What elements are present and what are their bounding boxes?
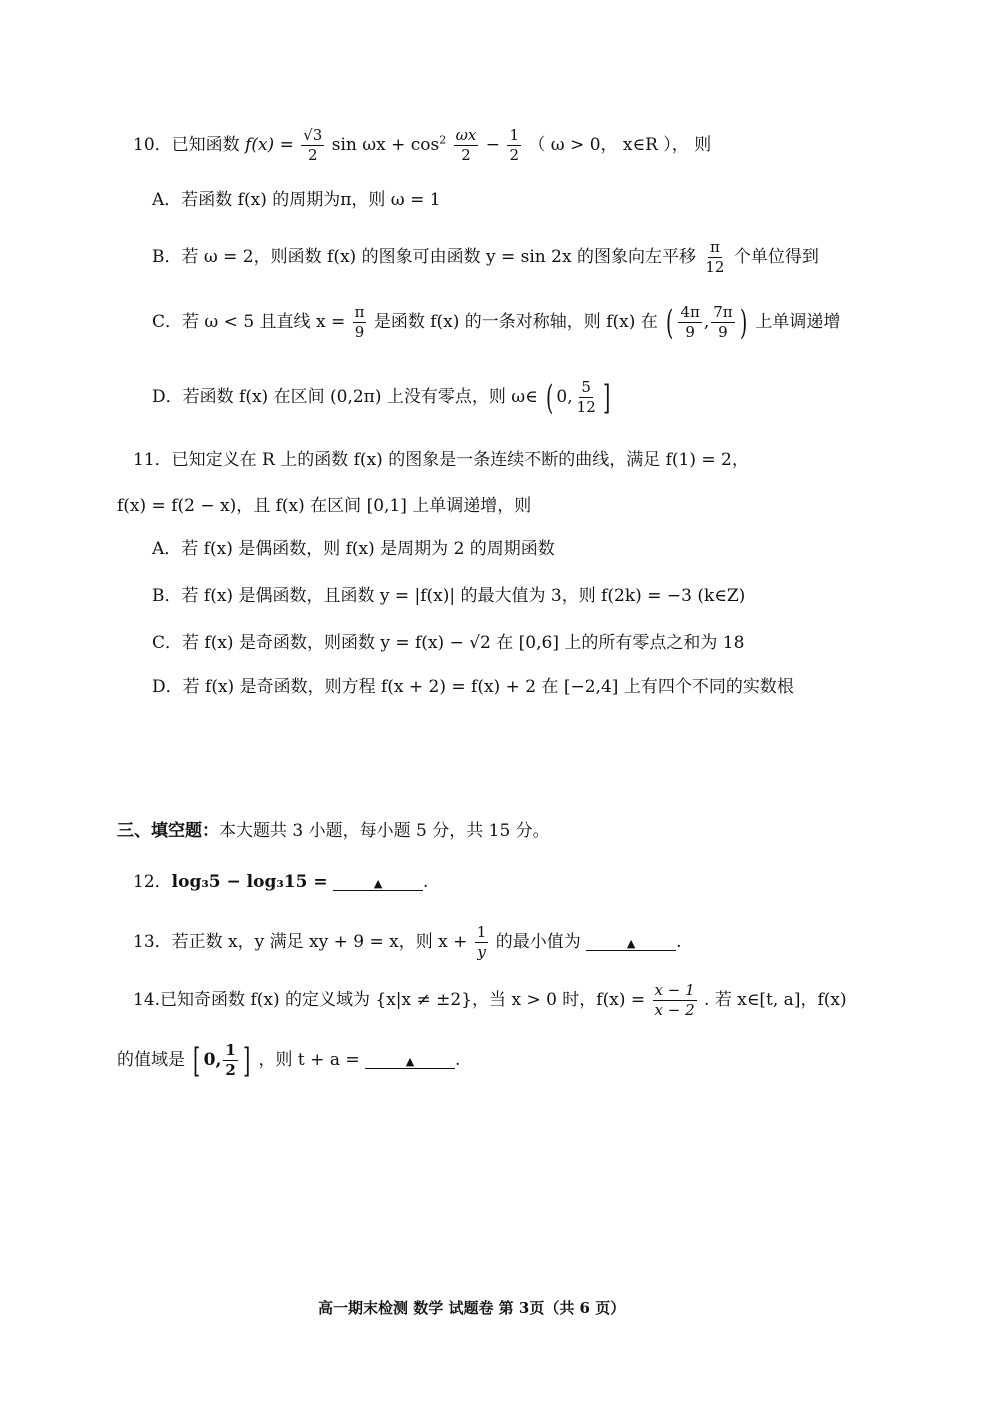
q11-line1: 11．已知定义在 R 上的函数 f(x) 的图象是一条连续不断的曲线，满足 f(1) = 2， (133, 450, 749, 470)
q12-answer-blank[interactable] (333, 877, 423, 891)
triangle-icon: ▲ (405, 1055, 415, 1068)
q10-b-frac (703, 240, 726, 275)
q14-text-end: . 若 x∈[t, a]，f(x) (704, 990, 847, 1010)
q13 (133, 925, 682, 960)
q10-frac-sqrt3 (301, 128, 324, 163)
q12-expression: log₃5 − log₃15 = (171, 872, 328, 892)
left-paren: ( (546, 377, 554, 418)
q10-d-text-mid: 上没有零点，则 ω∈ (386, 387, 538, 407)
frac-den: 9 (718, 323, 728, 341)
q13-frac (475, 925, 489, 960)
left-bracket: [ (193, 1040, 201, 1081)
q12-number: 12． (133, 872, 172, 892)
frac-num: ωx (455, 126, 477, 144)
frac-num: 1 (509, 126, 519, 144)
q10-stem-text: 已知函数 (171, 135, 240, 155)
q14-line1 (133, 983, 847, 1018)
q13-text-end: 的最小值为 (495, 932, 581, 952)
q13-text: 若正数 x，y 满足 xy + 9 = x，则 x + (171, 932, 468, 952)
frac-num: x − 1 (654, 981, 695, 999)
section3-desc: 本大题共 3 小题，每小题 5 分，共 15 分。 (219, 821, 550, 841)
q14-answer-blank[interactable] (365, 1055, 455, 1069)
period: . (455, 1050, 461, 1070)
q11-option-b: B．若 f(x) 是偶函数，且函数 y = |f(x)| 的最大值为 3，则 f(2k) = −3 (k∈Z) (152, 586, 746, 606)
right-bracket: ] (602, 377, 611, 418)
q11-option-d: D．若 f(x) 是奇函数，则方程 f(x + 2) = f(x) + 2 在 [−2,4] 上有四个不同的实数根 (152, 677, 794, 697)
triangle-icon: ▲ (626, 937, 636, 950)
q10-number: 10． (133, 135, 172, 155)
frac-num: π (354, 303, 365, 321)
section3-title: 三、填空题： (117, 821, 219, 841)
q10-c-frac-4pi (678, 305, 701, 340)
q13-answer-blank[interactable] (586, 937, 676, 951)
q11-option-c: C．若 f(x) 是奇函数，则函数 y = f(x) − √2 在 [0,6] 上的所有零点之和为 18 (152, 633, 745, 653)
q10-c-frac (353, 305, 367, 340)
q14-line2 (117, 1040, 461, 1081)
q10-c-text-end: 上单调递增 (755, 312, 841, 332)
frac-den: 9 (685, 323, 695, 341)
q14-range-zero: 0, (203, 1050, 222, 1070)
left-paren: ( (666, 302, 674, 343)
q10-option-b (152, 240, 819, 275)
q10-minus: − (485, 135, 501, 155)
q13-number: 13． (133, 932, 172, 952)
period: . (423, 872, 429, 892)
frac-den: 9 (354, 323, 365, 341)
right-bracket: ] (242, 1040, 251, 1081)
section3-heading (117, 823, 550, 840)
comma: , (703, 312, 710, 332)
q10-b-text-end: 个单位得到 (733, 247, 819, 267)
frac-num: √3 (303, 126, 323, 144)
frac-den: 2 (509, 146, 519, 164)
q10-c-text: C．若 ω < 5 且直线 x = (152, 312, 346, 332)
q14-range-label: 的值域是 (117, 1050, 185, 1070)
q10-frac-half (507, 128, 521, 163)
period: . (676, 932, 682, 952)
frac-den: 2 (225, 1061, 236, 1079)
frac-num: 1 (225, 1041, 236, 1059)
q12 (133, 874, 428, 891)
frac-den: 12 (705, 258, 725, 276)
frac-num: 5 (581, 378, 591, 396)
q10-d-text: D．若函数 f(x) 在区间 (152, 387, 325, 407)
q10-condition: （ ω > 0， x∈R ）， 则 (528, 135, 712, 155)
q10-square: 2 (439, 133, 447, 147)
q10-function: f(x) = (245, 135, 294, 155)
page-footer: 高一期末检测 数学 试题卷 第 3页（共 6 页） (318, 1299, 626, 1317)
frac-num: 4π (680, 303, 700, 321)
q10-b-text: B．若 ω = 2，则函数 f(x) 的图象可由函数 y = sin 2x 的图象向左平移 (152, 247, 696, 267)
frac-num: 1 (476, 923, 487, 941)
q10-stem (133, 128, 711, 163)
q10-option-a: A．若函数 f(x) 的周期为π，则 ω = 1 (152, 190, 441, 210)
q10-option-c (152, 302, 841, 343)
right-paren: ) (739, 302, 747, 343)
q14-frac (653, 983, 697, 1018)
q10-frac-wx (454, 128, 479, 163)
q10-d-zero: 0, (556, 387, 573, 407)
triangle-icon: ▲ (373, 877, 383, 890)
frac-den: 2 (461, 146, 471, 164)
frac-den: y (477, 943, 486, 961)
q14-number: 14. (133, 990, 161, 1010)
frac-den: x − 2 (654, 1001, 695, 1019)
q14-range-frac (223, 1043, 237, 1078)
q14-text: 已知奇函数 f(x) 的定义域为 {x|x ≠ ±2}，当 x > 0 时，f(x) = (160, 990, 646, 1010)
q10-c-frac-7pi (711, 305, 734, 340)
frac-den: 12 (576, 398, 596, 416)
q14-text-end: ，则 t + a = (258, 1050, 360, 1070)
q10-d-frac (575, 380, 598, 415)
frac-num: π (709, 238, 720, 256)
q11-line2: f(x) = f(2 − x)，且 f(x) 在区间 [0,1] 上单调递增，则 (117, 496, 532, 516)
frac-den: 2 (308, 146, 318, 164)
q10-option-d (152, 377, 613, 418)
frac-num: 7π (713, 303, 733, 321)
q10-sin-term: sin ωx + cos (331, 135, 440, 155)
q10-c-text-mid: 是函数 f(x) 的一条对称轴，则 f(x) 在 (373, 312, 658, 332)
q11-option-a: A．若 f(x) 是偶函数，则 f(x) 是周期为 2 的周期函数 (152, 539, 555, 559)
q10-d-interval: (0,2π) (330, 387, 382, 407)
